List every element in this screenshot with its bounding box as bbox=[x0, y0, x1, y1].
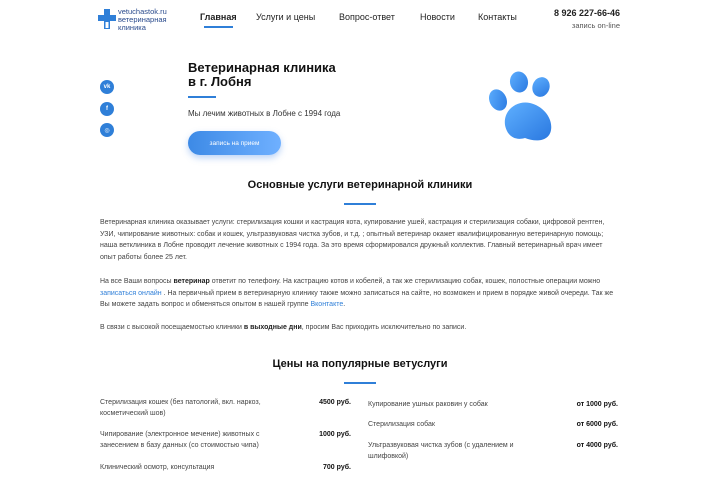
vk-group-link[interactable]: Вконтакте bbox=[310, 301, 344, 308]
prices-divider bbox=[344, 382, 376, 384]
p3-bold-weekends: в выходные дни bbox=[243, 324, 302, 331]
services-title: Основные услуги ветеринарной клиники bbox=[247, 179, 473, 191]
services-paragraph-2 bbox=[100, 276, 620, 311]
price-value: от 4000 руб. bbox=[576, 442, 618, 449]
cross-logo-icon bbox=[98, 8, 116, 30]
social-links bbox=[100, 80, 114, 145]
facebook-icon[interactable]: f bbox=[100, 102, 114, 116]
nav-item-home[interactable]: Главная bbox=[200, 12, 237, 22]
p3-text-c: , просим Вас приходить исключительно по записи. bbox=[301, 324, 467, 331]
p2-text-c: ответит по телефону. На кастрацию котов и кобелей, а так же стерилизацию собак, кошек, полостные операции можно bbox=[209, 278, 601, 285]
phone-number[interactable]: 8 926 227-66-46 bbox=[553, 8, 620, 18]
price-name: Ультразвуковая чистка зубов (с удалением и шлифовкой) bbox=[368, 442, 514, 460]
vk-icon[interactable]: vk bbox=[100, 80, 114, 94]
logo-line-3: клиника bbox=[118, 23, 146, 32]
p2-text-a: На все Ваши вопросы bbox=[100, 278, 174, 285]
nav-item-news[interactable]: Новости bbox=[420, 12, 455, 22]
price-value: 1000 руб. bbox=[319, 431, 351, 438]
instagram-icon[interactable]: ◎ bbox=[100, 123, 114, 137]
logo-line-1: vetuchastok.ru bbox=[118, 7, 167, 16]
price-value: от 1000 руб. bbox=[576, 401, 618, 408]
price-name: Купирование ушных раковин у собак bbox=[368, 401, 488, 408]
hero-subtitle: Мы лечим животных в Лобне с 1994 года bbox=[188, 109, 341, 118]
price-value: от 6000 руб. bbox=[576, 421, 618, 428]
paw-icon bbox=[485, 70, 565, 146]
nav-item-faq[interactable]: Вопрос-ответ bbox=[339, 12, 395, 22]
services-paragraph-1: Ветеринарная клиника оказывает услуги: стерилизация кошки и кастрация кота, купирование ушей, кастрация и стерилизация собаки, цифровой рентген, УЗИ, чипирование животных: собак и кошек, ультразвуковая чистка зубов, и т.д. ; опытный ветеринар окажет квалифицированную ветеринарную помощь; наша ветклиника в Лобне проводит лечение животных с 1994 года. За это время сформировался дружный коллектив. Главный ветеринарный врач имеет опыт работы более 25 лет. bbox=[100, 219, 605, 261]
logo-text bbox=[118, 8, 167, 32]
nav-item-contacts[interactable]: Контакты bbox=[478, 12, 517, 22]
hero-divider bbox=[188, 96, 216, 98]
p3-text-a: В связи с высокой посещаемостью клиники bbox=[100, 324, 244, 331]
prices-title: Цены на популярные ветуслуги bbox=[272, 358, 448, 370]
appointment-button[interactable]: запись на прием bbox=[188, 131, 281, 155]
nav-item-services[interactable]: Услуги и цены bbox=[256, 12, 316, 22]
logo-line-2: ветеринарная bbox=[118, 15, 167, 24]
hero-title bbox=[188, 61, 336, 89]
price-value: 4500 руб. bbox=[319, 399, 351, 406]
price-name: Клинический осмотр, консультация bbox=[100, 464, 215, 471]
site-header bbox=[0, 0, 720, 40]
price-value: 700 руб. bbox=[323, 464, 351, 471]
online-booking-link[interactable]: запись on-line bbox=[571, 21, 620, 30]
price-name: Стерилизация собак bbox=[368, 421, 435, 428]
p2-text-e: . bbox=[343, 301, 346, 308]
logo[interactable] bbox=[98, 8, 178, 32]
p2-bold-vet: ветеринар bbox=[173, 278, 210, 285]
price-name: Стерилизация кошек (без патологий, вкл. наркоз, косметический шов) bbox=[100, 399, 261, 417]
p2-text-d: . На первичный прием в ветеринарную клинику также можно записаться на сайте, но возможен и прием в порядке живой очереди. Так же Вы можете задать вопрос и обменяться опытом в нашей группе bbox=[100, 289, 614, 308]
price-name: Чипирование (электронное мечение) животных с занесением в базу данных (со стоимостью чипа) bbox=[100, 431, 260, 449]
services-divider bbox=[344, 203, 376, 205]
services-paragraph-3 bbox=[100, 322, 620, 334]
hero-title-line-1: Ветеринарная клиника bbox=[188, 60, 336, 75]
hero-title-line-2: в г. Лобня bbox=[188, 74, 252, 89]
online-booking-inline-link[interactable]: записаться онлайн bbox=[100, 289, 162, 297]
